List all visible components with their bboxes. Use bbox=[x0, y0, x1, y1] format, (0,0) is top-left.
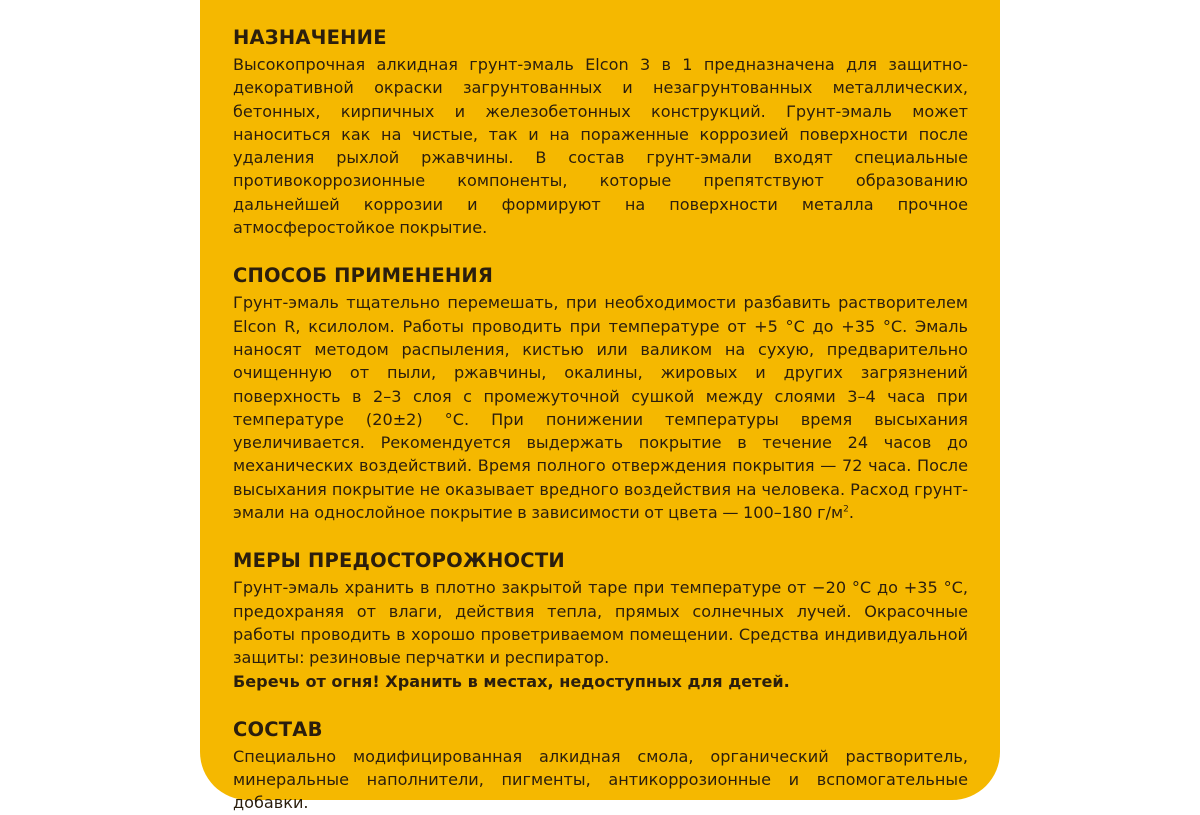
section-application-method bbox=[233, 264, 968, 524]
section-composition bbox=[233, 718, 968, 815]
section-heading: МЕРЫ ПРЕДОСТОРОЖНОСТИ bbox=[233, 549, 565, 573]
fire-warning: Беречь от огня! Хранить в местах, недоступных для детей. bbox=[233, 671, 790, 691]
section-heading: СОСТАВ bbox=[233, 717, 323, 741]
section-precautions bbox=[233, 549, 968, 692]
section-heading: СПОСОБ ПРИМЕНЕНИЯ bbox=[233, 264, 494, 288]
instructions-panel bbox=[200, 0, 1000, 813]
section-body bbox=[233, 291, 968, 524]
section-body-tail: . bbox=[848, 503, 855, 523]
section-body: Высокопрочная алкидная грунт-эмаль Elcon 3 в 1 предназначена для защитно-декоративной окраски загрунтованных и незагрунтованных металлических, бетонных, кирпичных и железобетонных конструкций. Грунт-эмаль может наноситься как на чистые, так и на пораженные коррозией поверхности после удаления рыхлой ржавчины. В состав грунт-эмали входят специальные противокоррозионные компоненты, которые препятствуют образованию дальнейшей коррозии и формируют на поверхности металла прочное атмосферостойкое покрытие. bbox=[233, 55, 968, 238]
section-heading: НАЗНАЧЕНИЕ bbox=[233, 26, 387, 49]
section-body: Грунт-эмаль хранить в плотно закрытой таре при температуре от −20 °С до +35 °С, предохраняя от влаги, действия тепла, прямых солнечных лучей. Окрасочные работы проводить в хорошо проветриваемом помещении. Средства индивидуальной защиты: резиновые перчатки и респиратор. bbox=[233, 578, 968, 668]
section-purpose bbox=[233, 26, 968, 239]
unit-superscript: 2 bbox=[843, 504, 849, 515]
section-body: Специально модифицированная алкидная смола, органический растворитель, минеральные наполнители, пигменты, антикоррозионные и вспомогательные добавки. bbox=[233, 746, 968, 813]
section-body-text: Грунт-эмаль тщательно перемешать, при необходимости разбавить растворителем Elcon R, ксилолом. Работы проводить при температуре от +5 °С до +35 °С. Эмаль наносят методом распыления, кистью или валиком на сухую, предварительно очищенную от пыли, ржавчины, окалины, жировых и других загрязнений поверхность в 2–3 слоя с промежуточной сушкой между слоями 3–4 часа при температуре (20±2) °С. При понижении температуры время высыхания увеличивается. Рекомендуется выдержать покрытие в течение 24 часов до механических воздействий. Время полного отверждения покрытия — 72 часа. После высыхания покрытие не оказывает вредного воздействия на человека. Расход грунт-эмали на однослойное покрытие в зависимости от цвета — 100–180 г/м bbox=[233, 293, 968, 523]
